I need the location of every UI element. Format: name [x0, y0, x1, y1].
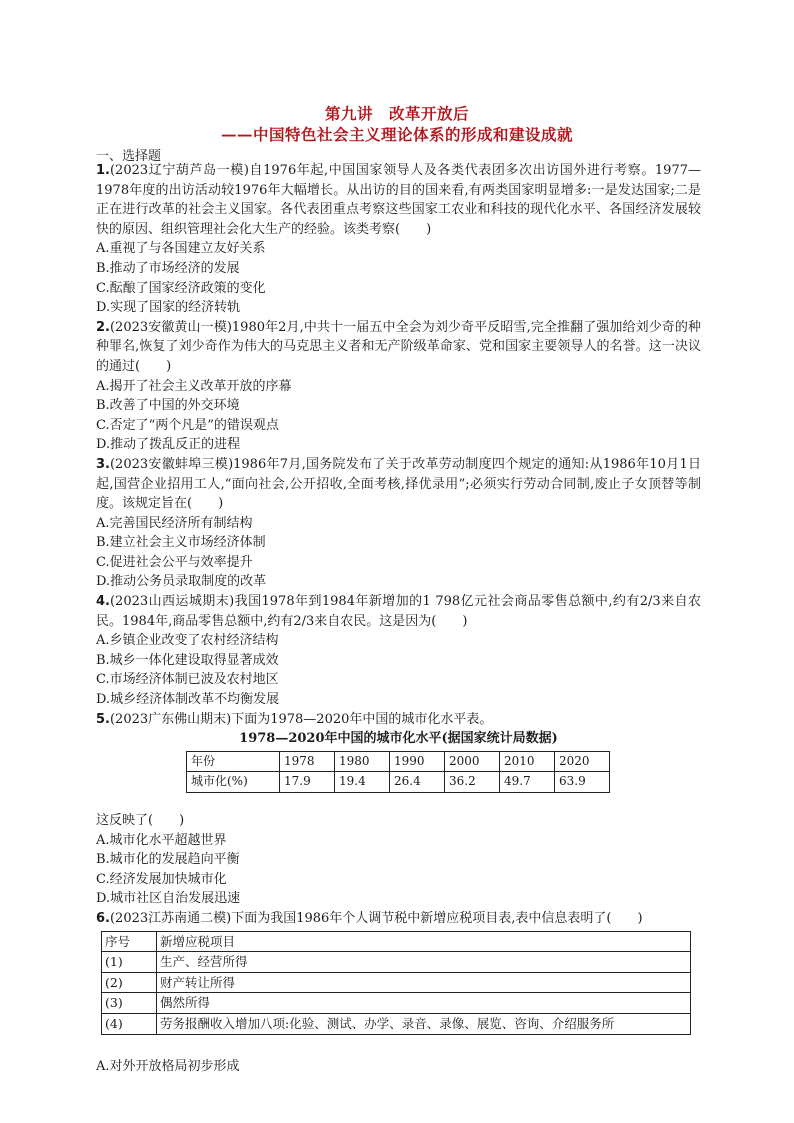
option-5b[interactable]: B.城市化的发展趋向平衡 — [96, 852, 240, 868]
table-cell: 26.4 — [390, 772, 445, 793]
table-cell: 年份 — [187, 751, 280, 772]
table-cell: (1) — [102, 952, 157, 973]
table-row — [102, 931, 691, 952]
option-4c[interactable]: C.市场经济体制已波及农村地区 — [96, 672, 279, 688]
urbanization-table — [186, 751, 610, 793]
question-number: 2. — [96, 319, 110, 335]
table-cell: 劳务报酬收入增加八项:化验、测试、办学、录音、录像、展览、咨询、介绍服务所 — [157, 1013, 691, 1034]
option-4a[interactable]: A.乡镇企业改变了农村经济结构 — [96, 633, 279, 649]
option-4b[interactable]: B.城乡一体化建设取得显著成效 — [96, 652, 279, 668]
table-cell: 2000 — [445, 751, 500, 772]
option-5c[interactable]: C.经济发展加快城市化 — [96, 871, 227, 887]
table-row — [102, 972, 691, 993]
table-cell: 城市化(%) — [187, 772, 280, 793]
question-text: (2023广东佛山期末)下面为1978—2020年中国的城市化水平表。 — [109, 711, 493, 727]
table-cell: 36.2 — [445, 772, 500, 793]
table-cell: 生产、经营所得 — [157, 952, 691, 973]
tax-items-table — [101, 931, 691, 1035]
question-number: 4. — [96, 594, 110, 610]
option-3b[interactable]: B.建立社会主义市场经济体制 — [96, 535, 266, 551]
option-1b[interactable]: B.推动了市场经济的发展 — [96, 260, 240, 276]
table-cell: 2010 — [500, 751, 555, 772]
table-cell: 17.9 — [280, 772, 335, 793]
table-row — [102, 952, 691, 973]
table-row — [187, 751, 610, 772]
option-2c[interactable]: C.否定了“两个凡是”的错误观点 — [96, 417, 279, 433]
page-subtitle: ——中国特色社会主义理论体系的形成和建设成就 — [220, 125, 573, 144]
table-cell: (3) — [102, 993, 157, 1014]
option-6a[interactable]: A.对外开放格局初步形成 — [96, 1058, 240, 1074]
table-cell: 1978 — [280, 751, 335, 772]
table-cell: (2) — [102, 972, 157, 993]
spacer — [96, 793, 701, 811]
table-caption: 1978—2020年中国的城市化水平(据国家统计局数据) — [239, 731, 558, 747]
table-cell: 序号 — [102, 931, 157, 952]
question-5-prompt: 这反映了( ) — [96, 813, 185, 828]
question-text: (2023辽宁葫芦岛一模)自1976年起,中国国家领导人及各类代表团多次出访国外进行考察。1977—1978年度的出访活动较1976年大幅增长。从出访的目的国来看,有两类国家明显增多:一是发达国家;二是正在进行改革的社会主义国家。各代表团重点考察这些国家工农业和科技的现代化水平、各国经济发展较快的原因、组织管理社会化大生产的经验。该类考察( ) — [96, 163, 701, 237]
option-4d[interactable]: D.城乡经济体制改革不均衡发展 — [96, 692, 280, 708]
table-cell: 1990 — [390, 751, 445, 772]
option-3a[interactable]: A.完善国民经济所有制结构 — [96, 515, 253, 531]
option-2d[interactable]: D.推动了拨乱反正的进程 — [96, 437, 241, 453]
question-number: 1. — [96, 163, 110, 178]
question-4-stem — [96, 592, 701, 631]
option-3d[interactable]: D.推动公务员录取制度的改革 — [96, 574, 267, 590]
section-heading: 一、选择题 — [96, 149, 162, 164]
question-3-stem — [96, 455, 701, 514]
table-cell: 19.4 — [335, 772, 390, 793]
table-cell: 1980 — [335, 751, 390, 772]
option-1d[interactable]: D.实现了国家的经济转轨 — [96, 300, 241, 316]
table-cell: (4) — [102, 1013, 157, 1034]
table-row — [102, 1013, 691, 1034]
option-2a[interactable]: A.揭开了社会主义改革开放的序幕 — [96, 378, 292, 394]
table-row — [187, 772, 610, 793]
question-6-stem — [96, 909, 701, 929]
question-number: 5. — [96, 711, 110, 727]
table-cell: 财产转让所得 — [157, 972, 691, 993]
question-text: (2023安徽黄山一模)1980年2月,中共十一届五中全会为刘少奇平反昭雪,完全推翻了强加给刘少奇的种种罪名,恢复了刘少奇作为伟大的马克思主义者和无产阶级革命家、党和国家主要领导人的名誉。这一决议的通过( ) — [96, 319, 701, 374]
table-cell: 偶然所得 — [157, 993, 691, 1014]
question-5-stem — [96, 710, 701, 730]
spacer — [96, 1035, 701, 1057]
option-1a[interactable]: A.重视了与各国建立友好关系 — [96, 241, 266, 257]
question-list — [96, 161, 701, 1076]
table-cell: 2020 — [555, 751, 610, 772]
question-text: (2023安徽蚌埠三模)1986年7月,国务院发布了关于改革劳动制度四个规定的通知:从1986年10月1日起,国营企业招用工人,“面向社会,公开招收,全面考核,择优录用”;必须实行劳动合同制,废止子女顶替等制度。该规定旨在( ) — [96, 456, 701, 512]
option-2b[interactable]: B.改善了中国的外交环境 — [96, 398, 240, 414]
question-text: (2023山西运城期末)我国1978年到1984年新增加的1 798亿元社会商品零售总额中,约有2/3来自农民。1984年,商品零售总额中,约有2/3来自农民。这是因为( ) — [96, 594, 701, 629]
table-cell: 新增应税项目 — [157, 931, 691, 952]
option-5a[interactable]: A.城市化水平超越世界 — [96, 832, 227, 848]
question-text: (2023江苏南通二模)下面为我国1986年个人调节税中新增应税项目表,表中信息表明了( ) — [109, 910, 643, 926]
question-1-stem — [96, 161, 701, 239]
table-cell: 63.9 — [555, 772, 610, 793]
question-number: 3. — [96, 456, 110, 472]
option-1c[interactable]: C.酝酿了国家经济政策的变化 — [96, 280, 266, 296]
option-3c[interactable]: C.促进社会公平与效率提升 — [96, 554, 253, 570]
question-number: 6. — [96, 910, 110, 926]
table-cell: 49.7 — [500, 772, 555, 793]
option-5d[interactable]: D.城市社区自治发展迅速 — [96, 891, 241, 907]
page-title: 第九讲 改革开放后 — [324, 104, 469, 123]
question-2-stem — [96, 318, 701, 377]
table-row — [102, 993, 691, 1014]
